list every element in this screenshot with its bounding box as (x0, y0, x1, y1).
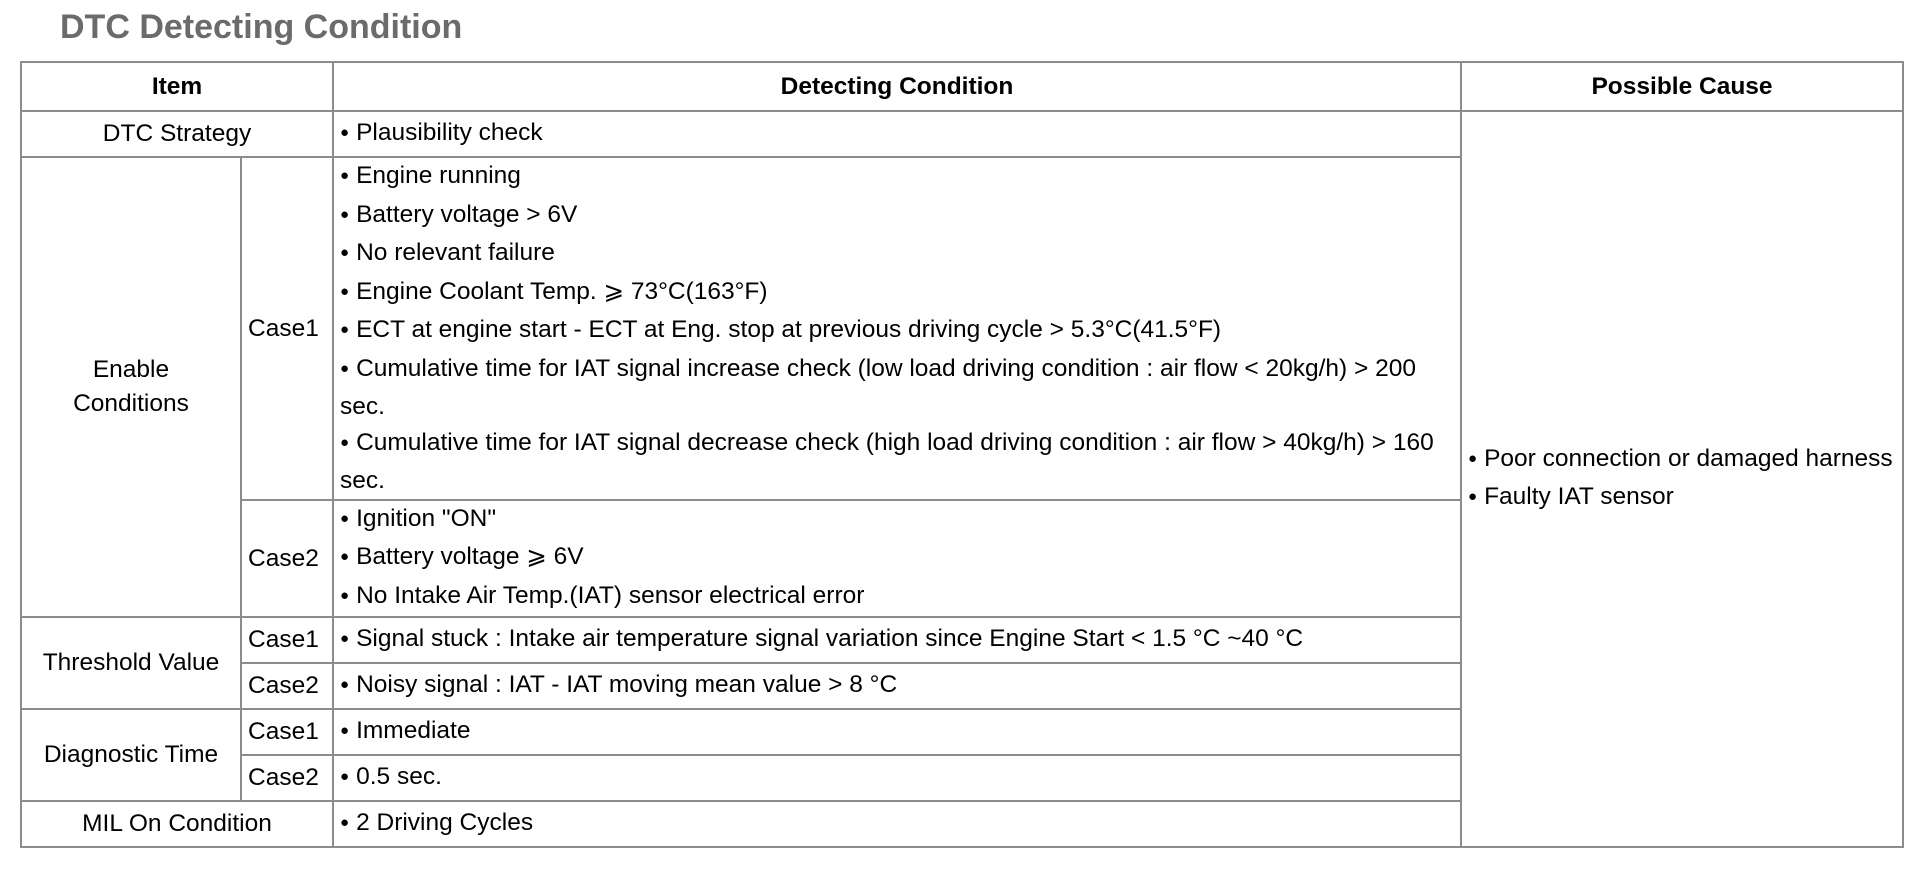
condition-line: ● Immediate (340, 713, 1454, 752)
item-threshold-value: Threshold Value (21, 617, 241, 709)
condition-line: ● Cumulative time for IAT signal increase check (low load driving condition : air flow < 20kg/h) > 200 sec. (340, 351, 1454, 425)
condition-mil-on-condition (333, 801, 1461, 847)
condition-line: ● Engine Coolant Temp. ⩾ 73°C(163°F) (340, 274, 1454, 313)
condition-line: ● Noisy signal : IAT - IAT moving mean value > 8 °C (340, 667, 1454, 706)
header-possible-cause: Possible Cause (1461, 62, 1903, 111)
condition-enable-case2 (333, 500, 1461, 618)
condition-line: ● 0.5 sec. (340, 759, 1454, 798)
cause-line: ● Poor connection or damaged harness (1468, 441, 1896, 480)
case-label: Case1 (241, 617, 333, 663)
cause-line: ● Faulty IAT sensor (1468, 479, 1896, 518)
header-item: Item (21, 62, 333, 111)
condition-diagnostic-case1 (333, 709, 1461, 755)
item-diagnostic-time: Diagnostic Time (21, 709, 241, 801)
condition-line: ● Signal stuck : Intake air temperature signal variation since Engine Start < 1.5 °C ~40 °C (340, 621, 1454, 660)
condition-line: ● Engine running (340, 158, 1454, 197)
item-enable-line1: Enable (92, 356, 170, 383)
dtc-condition-table (20, 61, 1904, 848)
condition-threshold-case2 (333, 663, 1461, 709)
condition-enable-case1 (333, 157, 1461, 500)
case-label: Case1 (241, 709, 333, 755)
condition-line: ● Ignition "ON" (340, 501, 1454, 540)
condition-threshold-case1 (333, 617, 1461, 663)
condition-line: ● Battery voltage ⩾ 6V (340, 539, 1454, 578)
table-row-dtc-strategy (21, 111, 1903, 157)
item-enable-line2: Conditions (73, 390, 189, 417)
page-title: DTC Detecting Condition (60, 8, 463, 46)
item-mil-on-condition: MIL On Condition (21, 801, 333, 847)
condition-dtc-strategy (333, 111, 1461, 157)
condition-line: ● Battery voltage > 6V (340, 197, 1454, 236)
item-dtc-strategy: DTC Strategy (21, 111, 333, 157)
condition-line: ● No Intake Air Temp.(IAT) sensor electrical error (340, 578, 1454, 617)
header-detecting-condition: Detecting Condition (333, 62, 1461, 111)
item-enable-conditions (21, 157, 241, 617)
condition-diagnostic-case2 (333, 755, 1461, 801)
case-label: Case1 (241, 157, 333, 500)
condition-line: ● No relevant failure (340, 235, 1454, 274)
case-label: Case2 (241, 500, 333, 618)
condition-line: ● Plausibility check (340, 115, 1454, 154)
possible-cause-cell (1461, 111, 1903, 847)
condition-line: ● ECT at engine start - ECT at Eng. stop at previous driving cycle > 5.3°C(41.5°F) (340, 312, 1454, 351)
condition-line: ● 2 Driving Cycles (340, 805, 1454, 844)
case-label: Case2 (241, 755, 333, 801)
case-label: Case2 (241, 663, 333, 709)
condition-line: ● Cumulative time for IAT signal decrease check (high load driving condition : air flow > 40kg/h) > 160 sec. (340, 425, 1454, 499)
table-header-row (21, 62, 1903, 111)
